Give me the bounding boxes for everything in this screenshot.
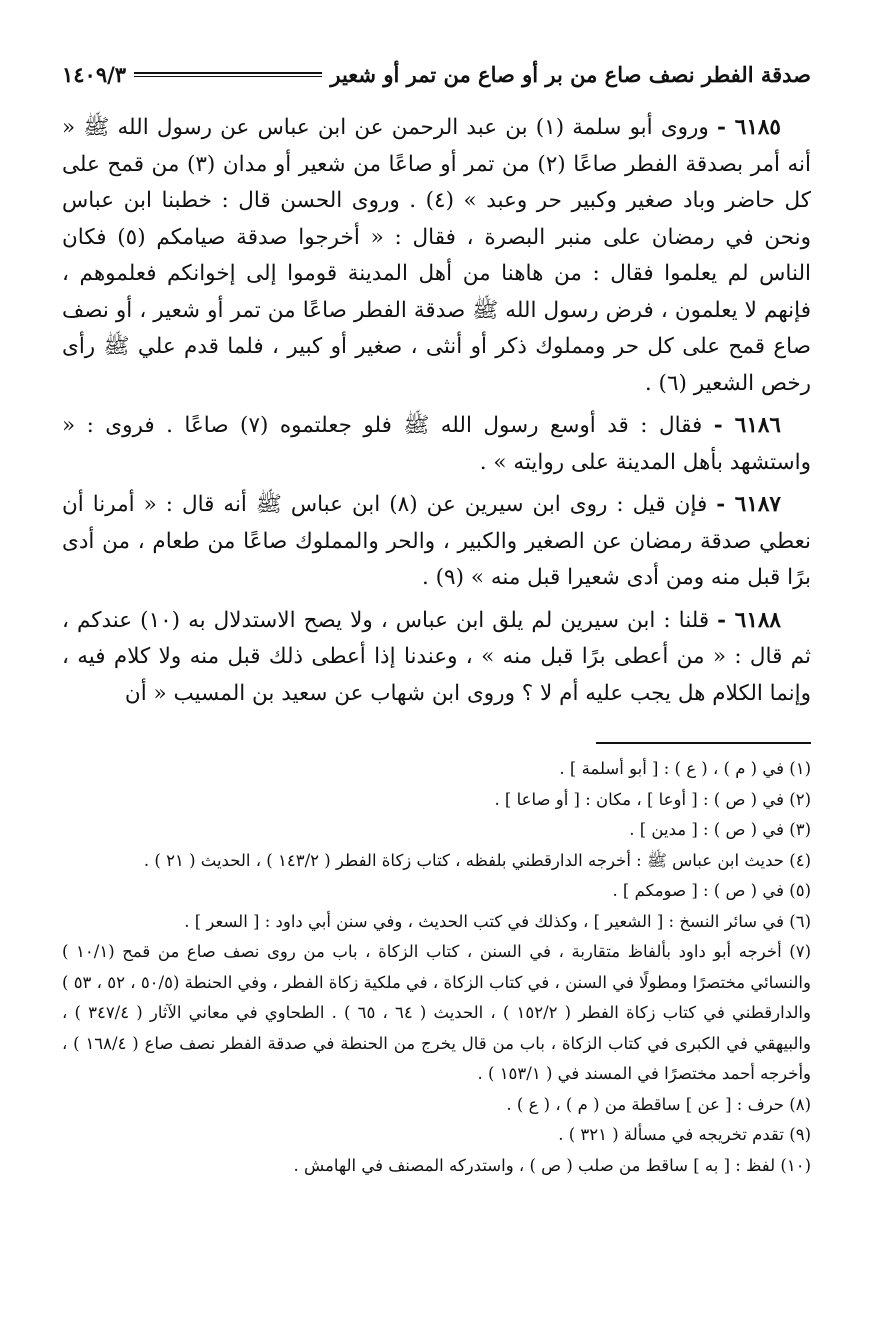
running-header: [62, 52, 811, 96]
paragraph-6188: [62, 603, 811, 713]
paragraph-text: وروى أبو سلمة (١) بن عبد الرحمن عن ابن عباس عن رسول الله ﷺ « أنه أمر بصدقة الفطر صاعًا (٢) من تمر أو صاعًا من شعير أو مدان (٣) من قمح على كل حاضر وباد صغير وكبير حر وعبد » (٤) . وروى الحسن قال : خطبنا ابن عباس ونحن في رمضان على منبر البصرة ، فقال : « أخرجوا صدقة صيامكم (٥) فكان الناس لم يعلموا فقال : من هاهنا من أهل المدينة قوموا إلى إخوانكم فعلموهم ، فإنهم لا يعلمون ، فرض رسول الله ﷺ صدقة الفطر صاعًا من تمر أو شعير ، أو نصف صاع قمح على كل حر ومملوك ذكر أو أنثى ، صغير أو كبير ، فلما قدم علي ﷺ رأى رخص الشعير (٦) .: [62, 115, 812, 396]
footnotes: [62, 754, 811, 1181]
footnote-8: (٨) حرف : [ عن ] ساقطة من ( م ) ، ( ع ) .: [506, 1094, 811, 1114]
paragraph-text: فقال : قد أوسع رسول الله ﷺ فلو جعلتموه (٧) صاعًا . فروى : « واستشهد بأهل المدينة على روايته » .: [62, 413, 811, 475]
paragraph-number: ٦١٨٦ -: [713, 413, 781, 438]
paragraph-6185: [62, 110, 811, 402]
footnote-5: (٥) في ( ص ) : [ صومكم ] .: [612, 881, 811, 900]
header-title: صدقة الفطر نصف صاع من بر أو صاع من تمر أو شعير: [330, 61, 811, 87]
paragraph-6186: [62, 408, 811, 481]
footnote-9: (٩) تقدم تخريجه في مسألة ( ٣٢١ ) .: [558, 1125, 811, 1144]
header-rule: [134, 72, 322, 77]
paragraph-6187: [62, 487, 811, 597]
footnote-1: (١) في ( م ) ، ( ع ) : [ أبو أسلمة ] .: [559, 759, 811, 778]
footnote-4: (٤) حديث ابن عباس ﷺ : أخرجه الدارقطني بلفظه ، كتاب زكاة الفطر ( ١٤٣/٢ ) ، الحديث ( ٢١ ) .: [143, 850, 811, 870]
footnote-6: (٦) في سائر النسخ : [ الشعير ] ، وكذلك في كتب الحديث ، وفي سنن أبي داود : [ السعر ] .: [184, 911, 811, 931]
footnote-3: (٣) في ( ص ) : [ مدين ] .: [629, 820, 811, 839]
paragraph-number: ٦١٨٧ -: [716, 492, 781, 517]
footnote-7: (٧) أخرجه أبو داود بألفاظ متقاربة ، في السنن ، كتاب الزكاة ، باب من روى نصف صاع من قمح (١٠/١ ) والنسائي مختصرًا ومطولًا في السنن ، في كتاب الزكاة ، في ملكية زكاة الفطر ، وفي الحنطة (٥٠/٥ ، ٥٢ ، ٥٣ ) والدارقطني في كتاب زكاة الفطر ( ١٥٢/٢ ) ، الحديث ( ٦٤ ، ٦٥ ) . الطحاوي في معاني الآثار ( ٣٤٧/٤ ) ، والبيهقي في الكبرى في كتاب الزكاة ، باب من قال يخرج من الحنطة في صدقة الفطر نصف صاع ( ١٦٨/٤ ) ، وأخرجه أحمد مختصرًا في المسند في ( ١٥٣/١ ) .: [62, 942, 811, 1083]
footnote-2: (٢) في ( ص ) : [ أوعا ] ، مكان : [ أو صاعا ] .: [494, 789, 811, 809]
paragraph-number: ٦١٨٥ -: [717, 115, 781, 140]
paragraph-number: ٦١٨٨ -: [717, 607, 781, 633]
paragraph-text: فإن قيل : روى ابن سيرين عن (٨) ابن عباس ﷺ أنه قال : « أمرنا أن نعطي صدقة رمضان عن الصغير والكبير ، والحر والمملوك صاعًا من طعام ، من أدى برًا قبل منه ومن أدى شعيرا قبل منه » (٩) .: [62, 492, 811, 590]
footnote-separator: [596, 742, 811, 744]
paragraph-text: قلنا : ابن سيرين لم يلق ابن عباس ، ولا يصح الاستدلال به (١٠) عندكم ، ثم قال : « من أعطى برًا قبل منه » ، وعندنا إذا أعطى ذلك قبل منه ولا كلام فيه ، وإنما الكلام هل يجب عليه أم لا ؟ وروى ابن شهاب عن سعيد بن المسيب « أن: [62, 607, 811, 706]
footnote-10: (١٠) لفظ : [ به ] ساقط من صلب ( ص ) ، واستدركه المصنف في الهامش .: [293, 1155, 811, 1175]
main-text: [62, 110, 811, 712]
page-reference: ١٤٠٩/٣: [62, 61, 127, 87]
